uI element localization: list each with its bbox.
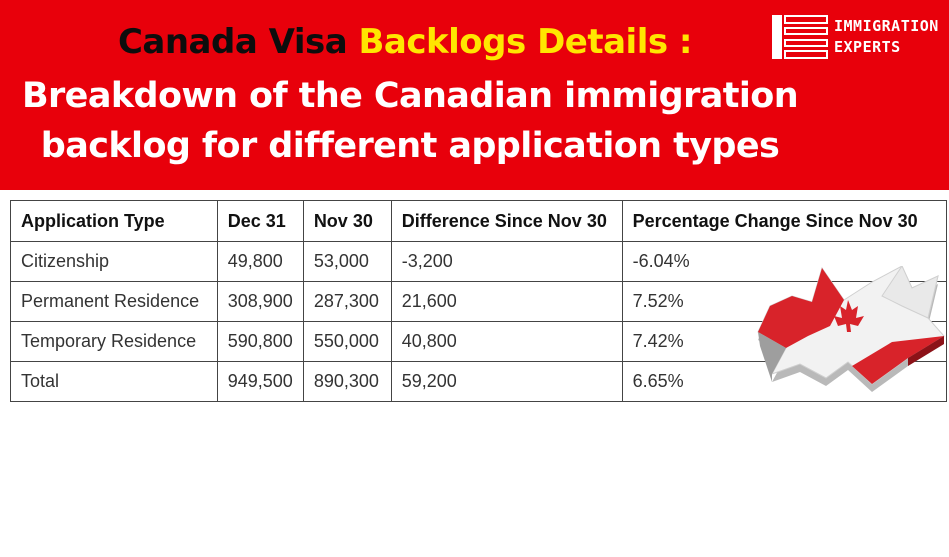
header-banner [0,0,949,190]
backlog-table [10,200,947,402]
table-row [11,362,947,402]
header-percentage-change: Percentage Change Since Nov 30 [622,201,946,242]
cell-difference: 40,800 [391,322,622,362]
header-difference: Difference Since Nov 30 [391,201,622,242]
cell-percentage-change: -6.04% [622,242,946,282]
logo-text [834,16,939,58]
table-row [11,322,947,362]
header-application-type: Application Type [11,201,218,242]
table-header-row [11,201,947,242]
cell-difference: 59,200 [391,362,622,402]
cell-percentage-change: 7.52% [622,282,946,322]
cell-nov-30: 53,000 [303,242,391,282]
subtitle-line-2: backlog for different application types [40,126,780,166]
cell-dec-31: 590,800 [217,322,303,362]
brand-logo [772,15,942,63]
table-row [11,242,947,282]
cell-application-type: Citizenship [11,242,218,282]
cell-application-type: Permanent Residence [11,282,218,322]
cell-dec-31: 949,500 [217,362,303,402]
header-nov-30: Nov 30 [303,201,391,242]
cell-dec-31: 49,800 [217,242,303,282]
cell-application-type: Temporary Residence [11,322,218,362]
cell-difference: 21,600 [391,282,622,322]
cell-nov-30: 550,000 [303,322,391,362]
cell-percentage-change: 7.42% [622,322,946,362]
cell-difference: -3,200 [391,242,622,282]
cell-dec-31: 308,900 [217,282,303,322]
subtitle-line-1: Breakdown of the Canadian immigration [21,76,799,116]
page-title [0,22,810,62]
table-row [11,282,947,322]
cell-application-type: Total [11,362,218,402]
title-part-highlight: Backlogs Details : [358,22,693,62]
cell-nov-30: 287,300 [303,282,391,322]
cell-percentage-change: 6.65% [622,362,946,402]
header-dec-31: Dec 31 [217,201,303,242]
title-part-dark: Canada Visa [117,22,359,62]
cell-nov-30: 890,300 [303,362,391,402]
logo-line-2: EXPERTS [834,38,901,56]
stacked-bars-logo-icon [772,15,828,59]
logo-line-1: IMMIGRATION [834,17,939,35]
